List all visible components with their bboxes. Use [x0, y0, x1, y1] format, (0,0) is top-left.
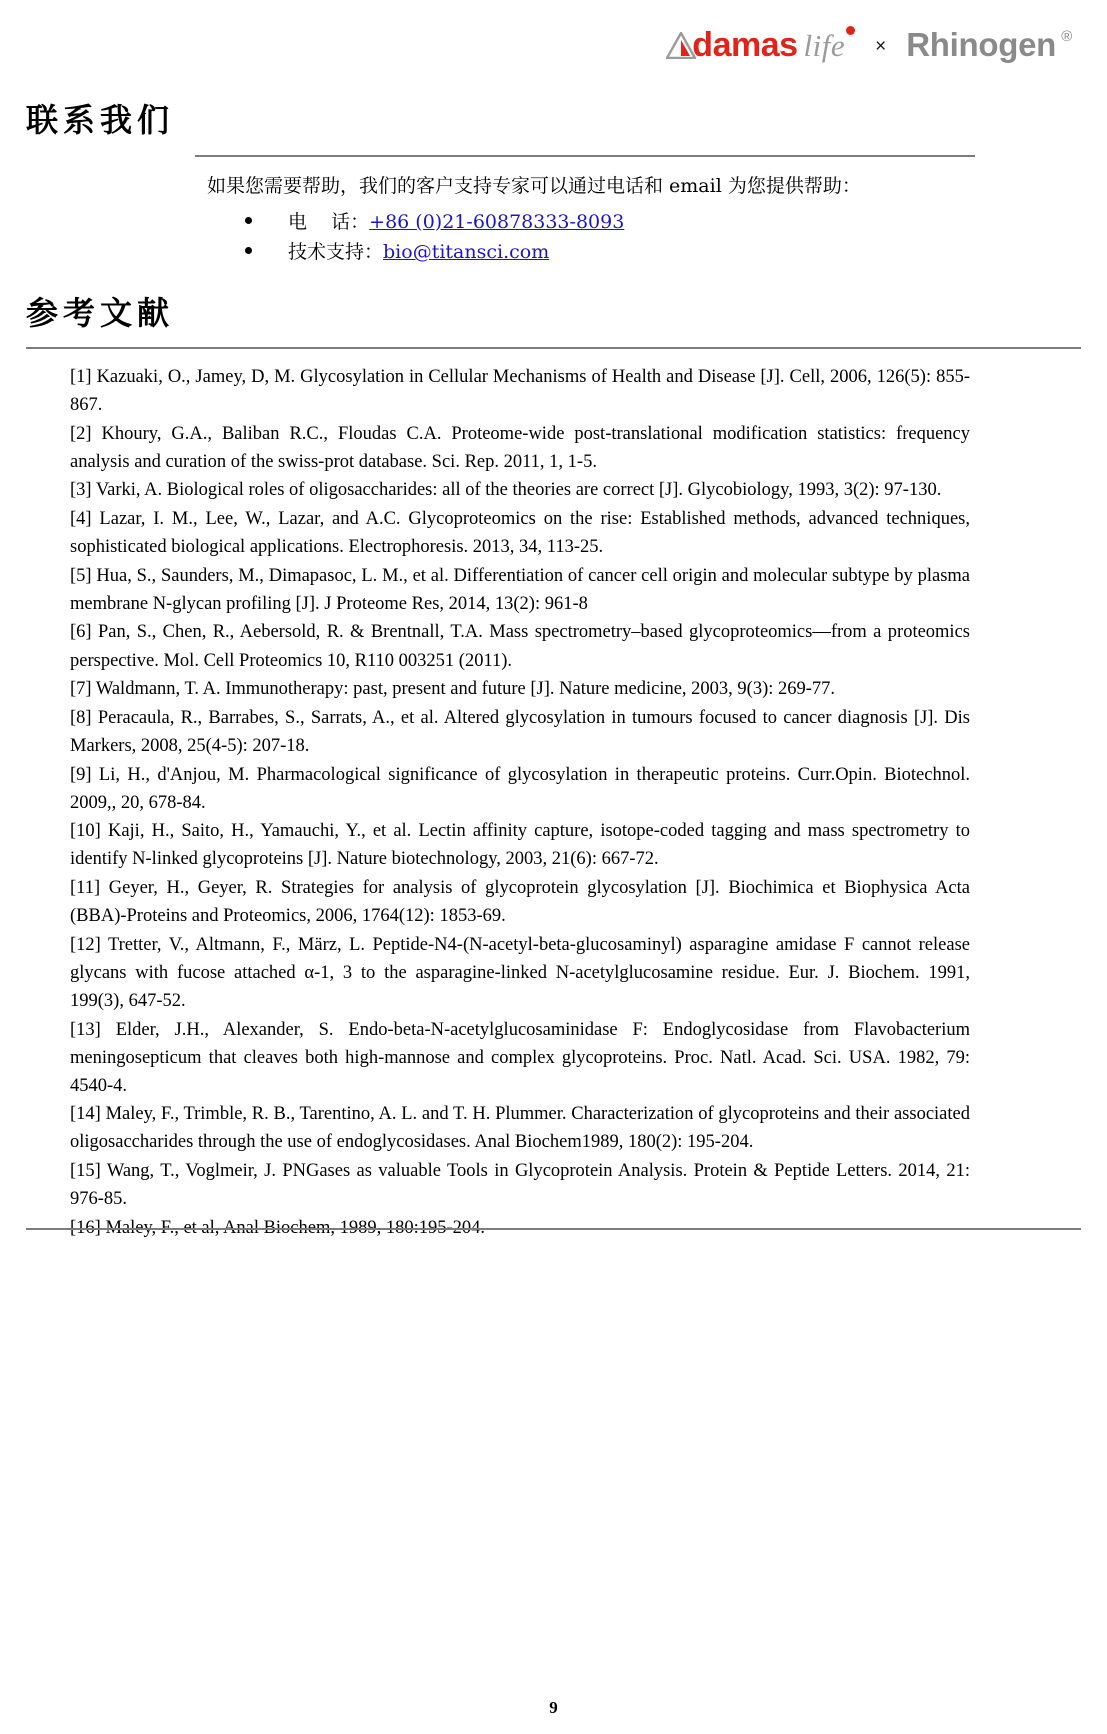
reference-entry: [13] Elder, J.H., Alexander, S. Endo-beta-N-acetylglucosaminidase F: Endoglycosidase from Flavobacterium meningosepticum that cleaves both high-mannose and complex glycoproteins. Proc. Natl. Acad. Sci. USA. 1982, 79: 4540-4. [70, 1019, 970, 1096]
references-section-heading: 参考文献 [26, 294, 175, 332]
rhinogen-registered-icon: ® [1061, 28, 1072, 45]
damas-wordmark: damas [692, 25, 798, 64]
reference-entry: [6] Pan, S., Chen, R., Aebersold, R. & Brentnall, T.A. Mass spectrometry–based glycoproteomics—from a proteomics perspective. Mol. Cell Proteomics 10, R110 003251 (2011). [70, 622, 970, 671]
reference-entry: [8] Peracaula, R., Barrabes, S., Sarrats, A., et al. Altered glycosylation in tumours focused to cancer diagnosis [J]. Dis Markers, 2008, 25(4-5): 207-18. [70, 707, 970, 756]
list-item-tech-support [245, 237, 975, 268]
page-number: 9 [549, 1698, 558, 1717]
reference-entry: [11] Geyer, H., Geyer, R. Strategies for analysis of glycoprotein glycosylation [J]. Biochimica et Biophysica Acta (BBA)-Proteins and Proteomics, 2006, 1764(12): 1853-69. [70, 877, 970, 927]
tech-support-label: 技术支持： [288, 241, 384, 264]
brand-logo-bar [666, 22, 1072, 68]
reference-entry: [15] Wang, T., Voglmeir, J. PNGases as valuable Tools in Glycoprotein Analysis. Protein & Peptide Letters. 2014, 21: 976-85. [70, 1161, 970, 1210]
references-list [70, 363, 970, 1242]
reference-entry: [2] Khoury, G.A., Baliban R.C., Floudas C.A. Proteome-wide post-translational modification statistics: frequency analysis and curation of the swiss-prot database. Sci. Rep. 2011, 1, 1-5. [70, 423, 970, 472]
life-text: life [803, 27, 846, 63]
reference-entry: [3] Varki, A. Biological roles of oligosaccharides: all of the theories are correct [J]. Glycobiology, 1993, 3(2): 97-130. [70, 480, 942, 501]
phone-label: 电 话： [288, 210, 370, 233]
references-divider-bottom [26, 1228, 1081, 1230]
life-wordmark [804, 28, 856, 64]
contact-list [195, 207, 975, 269]
rhinogen-text: Rhinogen [906, 26, 1056, 63]
contact-intro-text: 如果您需要帮助，我们的客户支持专家可以通过电话和 email 为您提供帮助： [207, 175, 861, 197]
damas-life-logo [666, 26, 855, 65]
reference-entry: [14] Maley, F., Trimble, R. B., Tarentino, A. L. and T. H. Plummer. Characterization of glycoproteins and their associated oligosaccharides through the use of endoglycosidases. Anal Biochem1989, 180(2): 195-204. [70, 1104, 970, 1153]
bullet-icon [245, 247, 252, 254]
contact-block [195, 155, 975, 268]
references-divider-top [26, 347, 1081, 349]
bullet-icon [245, 217, 252, 224]
list-item-phone [245, 207, 975, 238]
reference-entry: [1] Kazuaki, O., Jamey, D, M. Glycosylation in Cellular Mechanisms of Health and Disease [J]. Cell, 2006, 126(5): 855-867. [70, 367, 970, 416]
reference-entry: [16] Maley, F., et al, Anal Biochem, 1989, 180:195-204. [70, 1217, 486, 1238]
registered-mark-icon [846, 26, 855, 35]
reference-entry: [7] Waldmann, T. A. Immunotherapy: past, present and future [J]. Nature medicine, 2003, 9(3): 269-77. [70, 679, 836, 700]
contact-divider-top [195, 155, 975, 157]
rhinogen-wordmark [906, 26, 1072, 64]
logo-separator-x: × [875, 36, 887, 57]
reference-entry: [4] Lazar, I. M., Lee, W., Lazar, and A.C. Glycoproteomics on the rise: Established methods, advanced techniques, sophisticated biological applications. Electrophoresis. 2013, 34, 113-25. [70, 509, 970, 558]
reference-entry: [10] Kaji, H., Saito, H., Yamauchi, Y., et al. Lectin affinity capture, isotope-coded tagging and mass spectrometry to identify N-linked glycoproteins [J]. Nature biotechnology, 2003, 21(6): 667-72. [70, 821, 970, 870]
reference-entry: [5] Hua, S., Saunders, M., Dimapasoc, L. M., et al. Differentiation of cancer cell origin and molecular subtype by plasma membrane N-glycan profiling [J]. J Proteome Res, 2014, 13(2): 961-8 [70, 565, 970, 614]
phone-link[interactable]: +86 (0)21-60878333-8093 [369, 210, 625, 233]
damas-triangle-icon [666, 32, 696, 59]
reference-entry: [12] Tretter, V., Altmann, F., März, L. Peptide-N4-(N-acetyl-beta-glucosaminyl) asparagine amidase F cannot release glycans with fucose attached α-1, 3 to the asparagine-linked N-acetylglucosamine residue. Eur. J. Biochem. 1991, 199(3), 647-52. [70, 934, 970, 1011]
reference-entry: [9] Li, H., d'Anjou, M. Pharmacological significance of glycosylation in therapeutic proteins. Curr.Opin. Biotechnol. 2009,, 20, 678-84. [70, 764, 970, 813]
contact-section-heading: 联系我们 [26, 101, 175, 139]
email-link[interactable]: bio@titansci.com [383, 241, 550, 264]
